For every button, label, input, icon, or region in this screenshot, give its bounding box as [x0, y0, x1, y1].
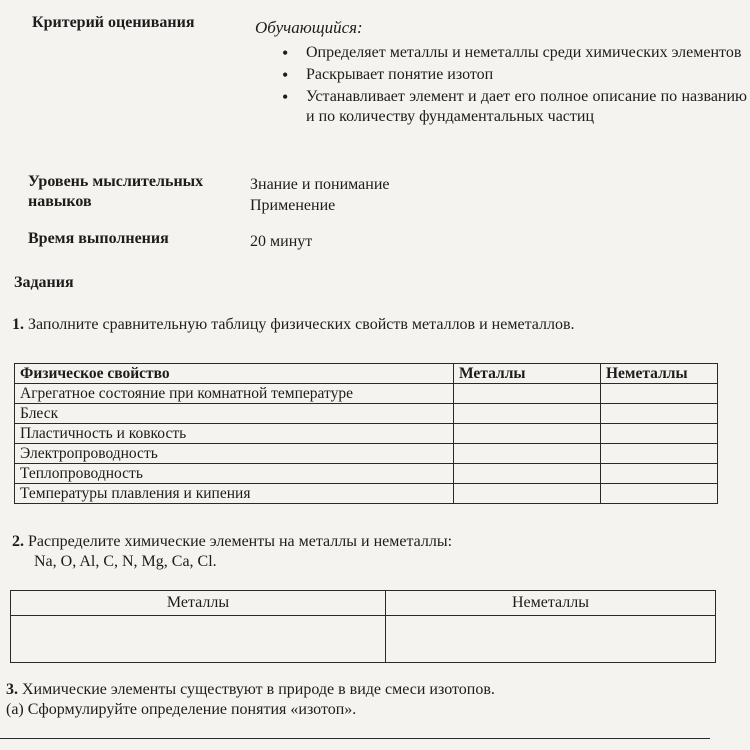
property-cell: Блеск: [15, 404, 454, 424]
skills-label-line2: навыков: [28, 193, 92, 210]
nonmetals-answer-cell[interactable]: [601, 404, 718, 424]
table-row: [15, 384, 718, 404]
metals-answer-cell[interactable]: [454, 444, 601, 464]
criteria-item: • Устанавливает элемент и дает его полное описание по названию и по количеству фундаментальных частиц: [282, 87, 747, 127]
table-row: [15, 424, 718, 444]
skills-label: [28, 172, 203, 212]
criteria-list: [282, 43, 747, 129]
criteria-label: Критерий оценивания: [32, 14, 195, 31]
nonmetals-answer-cell[interactable]: [386, 616, 716, 663]
skills-values: [250, 174, 390, 216]
metals-answer-cell[interactable]: [454, 384, 601, 404]
task1-text: Заполните сравнительную таблицу физических свойств металлов и неметаллов.: [28, 316, 575, 333]
header-nonmetals: Неметаллы: [601, 364, 718, 384]
table-row: [15, 444, 718, 464]
table-row: [15, 464, 718, 484]
tasks-title: Задания: [14, 274, 74, 291]
skills-value: Применение: [250, 197, 336, 214]
property-cell: Электропроводность: [15, 444, 454, 464]
metals-answer-cell[interactable]: [11, 616, 386, 663]
task3-question: [6, 680, 495, 720]
nonmetals-answer-cell[interactable]: [601, 444, 718, 464]
time-value: 20 минут: [250, 233, 313, 250]
properties-table: [14, 363, 718, 504]
header-nonmetals: Неметаллы: [386, 591, 716, 616]
metals-answer-cell[interactable]: [454, 464, 601, 484]
property-cell: Температуры плавления и кипения: [15, 484, 454, 504]
nonmetals-answer-cell[interactable]: [601, 424, 718, 444]
skills-label-line1: Уровень мыслительных: [28, 173, 204, 190]
nonmetals-answer-cell[interactable]: [601, 384, 718, 404]
task2-text: Распределите химические элементы на металлы и неметаллы:: [28, 533, 453, 550]
nonmetals-answer-cell[interactable]: [601, 464, 718, 484]
property-cell: Пластичность и ковкость: [15, 424, 454, 444]
table-row: [15, 404, 718, 424]
skills-value: Знание и понимание: [250, 176, 390, 193]
nonmetals-answer-cell[interactable]: [601, 484, 718, 504]
task2-number: 2.: [12, 533, 24, 550]
header-property: Физическое свойство: [15, 364, 454, 384]
metals-answer-cell[interactable]: [454, 404, 601, 424]
criteria-item: • Определяет металлы и неметаллы среди химических элементов: [282, 43, 747, 63]
property-cell: Агрегатное состояние при комнатной температуре: [15, 384, 454, 404]
task3-text: Химические элементы существуют в природе в виде смеси изотопов.: [22, 681, 495, 698]
property-cell: Теплопроводность: [15, 464, 454, 484]
task3-subtask: (а) Сформулируйте определение понятия «изотоп».: [6, 701, 357, 718]
classification-table: [10, 590, 716, 663]
table-row: [15, 484, 718, 504]
task2-question: [12, 532, 452, 572]
task3-number: 3.: [6, 681, 18, 698]
header-metals: Металлы: [11, 591, 386, 616]
table-row: [11, 616, 716, 663]
table-header-row: [11, 591, 716, 616]
task2-elements: Na, O, Al, C, N, Mg, Ca, Cl.: [34, 553, 217, 570]
answer-line[interactable]: [0, 738, 710, 739]
criteria-intro: Обучающийся:: [255, 18, 363, 37]
criteria-item: • Раскрывает понятие изотоп: [282, 65, 747, 85]
task1-number: 1.: [12, 316, 24, 333]
task1-question: [12, 316, 575, 334]
metals-answer-cell[interactable]: [454, 424, 601, 444]
table-header-row: [15, 364, 718, 384]
time-label: Время выполнения: [28, 230, 169, 247]
metals-answer-cell[interactable]: [454, 484, 601, 504]
header-metals: Металлы: [454, 364, 601, 384]
